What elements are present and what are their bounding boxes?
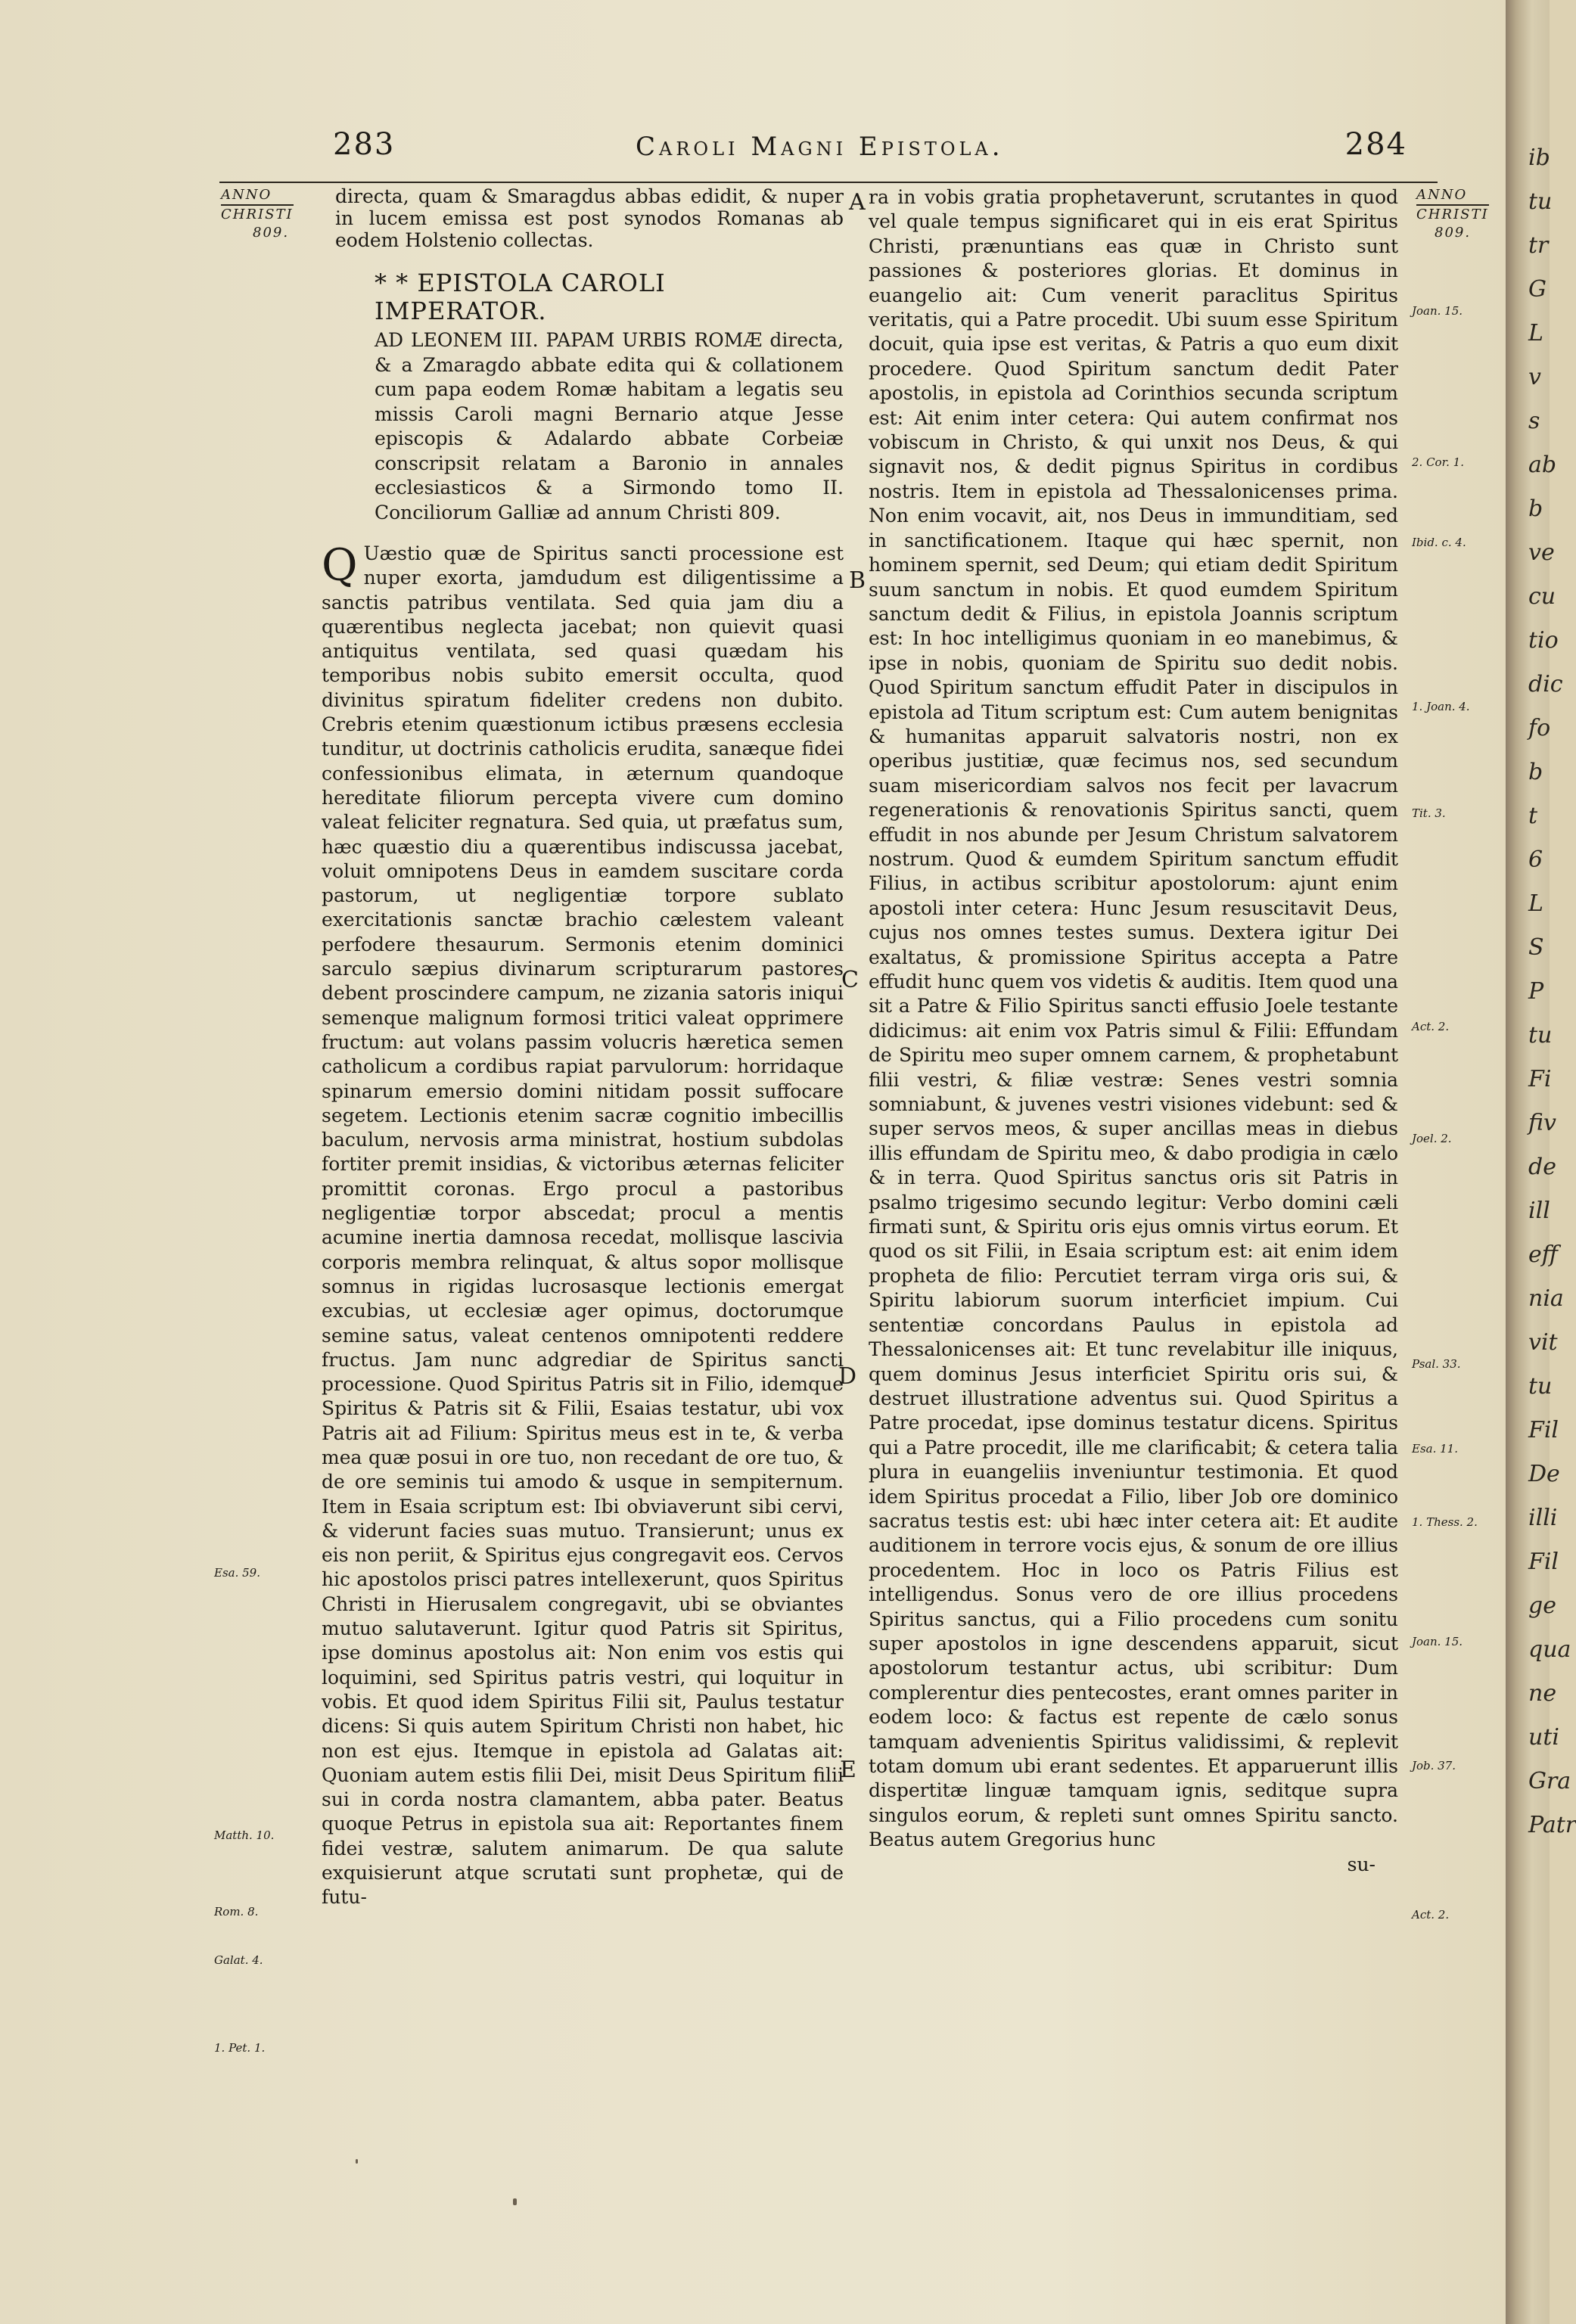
ink-speck — [513, 2198, 517, 2205]
left-column — [322, 185, 844, 1910]
epistle-subtitle: AD LEONEM III. PAPAM URBIS ROMÆ directa, & a Zmaragdo abbate edita qui & collationem cum papa eodem Romæ habitam a legatis seu missis Caroli magni Bernario atque Jesse episcopis & Adalardo abbate Corbeiæ conscripsit relatam a Baronio in annales ecclesiasticos & a Sirmondo tomo II. Conciliorum Galliæ ad annum Christi 809. — [375, 329, 844, 524]
edge-fragment: L — [1528, 320, 1543, 346]
edge-fragment: tu — [1528, 1373, 1553, 1400]
edge-fragment: Gra — [1528, 1768, 1571, 1794]
edge-fragment: ne — [1528, 1680, 1557, 1707]
body-text: ra in vobis gratia prophetaverunt, scrutantes in quod vel quale tempus significaret qui in eis erat Spiritus Christi, prænuntians eas quæ in Christo sunt passiones & posteriores glorias. Et dominus in euangelio ait: Cum venerit paraclitus Spiritus veritatis, qui a Patre procedit. Ubi suum esse Spiritum docuit, quia ipse est veritas, & Patris a quo eum dixit procedere. Quod Spiritum sanctum dedit Pater apostolis, in epistola ad Corinthios secunda scriptum est: Ait enim inter cetera: Qui autem confirmat nos vobiscum in Christo, & qui unxit nos Deus, & qui signavit nos, & dedit pignus Spiritus in cordibus nostris. Item in epistola ad Thessalonicenses prima. Non enim vocavit, ait, nos Deus in immunditiam, sed in sanctificationem. Itaque qui hæc spernit, non hominem spernit, sed Deum; qui etiam dedit Spiritum suum sanctum in nobis. Et quod eumdem Spiritum sanctum dedit & Filius, in epistola Joannis scriptum est: In hoc intelligimus quoniam in eo manebimus, & ipse in nobis, quoniam de Spiritu suo dedit nobis. Quod Spiritum sanctum effudit Pater in discipulos in epistola ad Titum scriptum est: Cum autem benignitas & humanitas apparuit salvatoris nostri, non ex operibus justitiæ, quæ fecimus nos, sed secundum suam misericordiam salvos nos fecit per lavacrum regenerationis & renovationis Spiritus sancti, quem effudit in nos abunde per Jesum Christum salvatorem nostrum. Quod & eumdem Spiritum sanctum effudit Filius, in actibus scribitur apostolorum: ajunt enim apostoli inter cetera: Hunc Jesum resuscitavit Deus, cujus nos omnes testes sumus. Dextera igitur Dei exaltatus, & promissione Spiritus accepta a Patre effudit hunc quem vos videtis & auditis. Item quod una sit a Patre & Filio Spiritus sancti effusio Joele testante didicimus: ait enim vox Patris simul & Filii: Effundam de Spiritu meo super omnem carnem, & prophetabunt filii vestri, & filiæ vestræ: Senes vestri somnia somniabunt, & juvenes vestri visiones videbunt: sed & super servos meos, & super ancillas meas in diebus illis effundam de Spiritu meo, & dabo prodigia in cælo & in terra. Quod Spiritus sanctus oris sit Patris in psalmo trigesimo secundo legitur: Verbo domini cæli firmati sunt, & Spiritu oris ejus omnis virtus eorum. Et quod os sit Filii, in Esaia scriptum est: ait enim idem propheta de filio: Percutiet terram virga oris sui, & Spiritu labiorum suorum interficiet impium. Cui sententiæ concordans Paulus in epistola ad Thessalonicenses ait: Et tunc revelabitur ille iniquus, quem dominus Jesus interficiet Spiritu oris sui, & destruet illustratione adventus sui. Quod Spiritus a Patre procedat, ipse dominus testatur dicens. Spiritus qui a Patre procedit, ille me clarificabit; & cetera talia plura in euangeliis inveniuntur testimonia. Et quod idem Spiritus procedat a Filio, liber Job ore dominico sacratus testis est: ubi hæc inter cetera ait: Et audite auditionem in terrore vocis ejus, & sonum de ore illius procedentem. Hoc in loco os Patris Filius est intelligendus. Sonus vero de ore illius procedens Spiritus sanctus, qui a Filio procedens cum sonitu super apostolos in igne descendens apparuit, sicut apostolorum testantur actus, ubi scribitur: Dum complerentur dies pentecostes, erant omnes pariter in eodem loco: & factus est repente de cælo sonus tamquam advenientis Spiritus validissimi, & replevit totam domum ubi erant sedentes. Et apparuerunt illis dispertitæ linguæ tamquam ignis, seditque supra singulos eorum, & repleti sunt omnes Spiritu sancto. Beatus autem Gregorius hunc — [869, 186, 1398, 1851]
year-label: CHRISTI — [1416, 204, 1489, 224]
section-letter: C — [841, 967, 859, 993]
year-value: 809. — [1435, 225, 1472, 241]
margin-note: Galat. 4. — [214, 1953, 263, 1967]
edge-fragment: tio — [1528, 627, 1559, 654]
section-letter: A — [849, 189, 866, 216]
catchword: su- — [1347, 1853, 1376, 1875]
year-label: ANNO — [221, 187, 272, 203]
body-text — [322, 539, 844, 1910]
margin-note: Act. 2. — [1412, 1020, 1450, 1033]
section-letter: E — [840, 1757, 856, 1783]
edge-fragment: b — [1528, 759, 1543, 785]
edge-fragment: ill — [1528, 1198, 1550, 1224]
edge-fragment: eff — [1528, 1241, 1559, 1268]
margin-note: 2. Cor. 1. — [1412, 455, 1464, 469]
margin-note: Act. 2. — [1412, 1908, 1450, 1922]
edge-fragment: uti — [1528, 1724, 1559, 1751]
margin-note: Psal. 33. — [1412, 1357, 1461, 1371]
edge-fragment: dic — [1528, 671, 1563, 698]
edge-fragment: De — [1528, 1461, 1560, 1487]
margin-note: Esa. 59. — [214, 1566, 260, 1580]
drop-initial: Q — [322, 539, 358, 591]
year-label: ANNO — [1416, 187, 1468, 203]
margin-note: Joel. 2. — [1412, 1132, 1452, 1145]
edge-fragment: L — [1528, 890, 1543, 917]
edge-fragment: Fi — [1528, 1066, 1552, 1092]
edge-fragment: illi — [1528, 1505, 1558, 1531]
next-page-edge — [1528, 136, 1576, 2179]
section-letter: D — [838, 1363, 857, 1390]
margin-note: Matth. 10. — [214, 1828, 275, 1842]
edge-fragment: S — [1528, 934, 1544, 961]
edge-fragment: tu — [1528, 188, 1553, 215]
edge-fragment: ib — [1528, 144, 1550, 171]
edge-fragment: Fil — [1528, 1549, 1559, 1575]
edge-fragment: tu — [1528, 1022, 1553, 1049]
running-title: Caroli Magni Epistola. — [636, 132, 1004, 162]
intro-text: directa, quam & Smaragdus abbas edidit, & nuper in lucem emissa est post synodos Romanas ab eodem Holstenio collectas. — [335, 185, 844, 251]
margin-note: Joan. 15. — [1412, 304, 1463, 318]
edge-fragment: t — [1528, 803, 1538, 829]
edge-fragment: vit — [1528, 1329, 1558, 1356]
margin-note: Tit. 3. — [1412, 806, 1446, 820]
edge-fragment: fiv — [1528, 1110, 1556, 1136]
margin-note: Rom. 8. — [214, 1905, 259, 1919]
edge-fragment: b — [1528, 496, 1543, 522]
year-value: 809. — [253, 225, 290, 241]
year-label: CHRISTI — [221, 204, 294, 224]
edge-fragment: fo — [1528, 715, 1551, 741]
header-rule — [219, 182, 1438, 183]
edge-fragment: qua — [1528, 1636, 1571, 1663]
edge-fragment: ab — [1528, 452, 1557, 478]
edge-fragment: tr — [1528, 232, 1549, 259]
edge-fragment: 6 — [1528, 847, 1543, 873]
epistle-title: * * EPISTOLA CAROLI IMPERATOR. — [375, 269, 666, 325]
edge-fragment: nia — [1528, 1285, 1564, 1312]
edge-fragment: cu — [1528, 583, 1556, 610]
year-marker-right — [1416, 186, 1489, 242]
page-header — [333, 127, 1407, 180]
margin-note: Job. 37. — [1412, 1759, 1456, 1773]
margin-note: Joan. 15. — [1412, 1635, 1463, 1648]
right-column — [869, 185, 1398, 1877]
edge-fragment: G — [1528, 276, 1546, 303]
margin-note: Ibid. c. 4. — [1412, 536, 1466, 549]
margin-note: 1. Joan. 4. — [1412, 700, 1470, 713]
margin-note: 1. Pet. 1. — [214, 2041, 266, 2055]
page-number-left: 283 — [333, 127, 396, 162]
page-number-right: 284 — [1344, 127, 1407, 162]
ink-speck — [356, 2159, 358, 2164]
edge-fragment: v — [1528, 364, 1541, 390]
edge-fragment: Fil — [1528, 1417, 1559, 1443]
paragraph: Uæstio quæ de Spiritus sancti processione est nuper exorta, jamdudum est diligentissime a sanctis patribus ventilata. Sed quia jam diu a quærentibus neglecta jacebat; non quievit quasi antiquitus ventilata, sed quasi quædam his temporibus nobis subito emersit occulta, quod divinitus spiratum fideliter credens non dubito. Crebris etenim quæstionum ictibus præsens ecclesia tunditur, ut doctrinis catholicis erudita, sanæque fidei confessionibus elimata, in æternum quandoque hereditate filiorum percepta vivere cum domino valeat feliciter regnatura. Sed quia, ut præfatus sum, hæc quæstio diu a quærentibus indiscussa jacebat, voluit omnipotens Deus in eamdem suscitare corda pastorum, ut negligentiæ torpore sublato exercitationis sanctæ brachio cælestem valeant perfodere thesaurum. Sermonis etenim dominici sarculo sæpius divinarum scripturarum pastores debent proscindere campum, ne zizania satoris iniqui semenque malignum formosi tritici valeat opprimere fructum: aut volans passim volucris hæretica semen catholicum a cordibus rapiat parvulorum: horridaque spinarum emersio domini nitidam possit suffocare segetem. Lectionis etenim sacræ cognitio imbecillis baculum, nervosis arma ministrat, hostium subdolas fortiter premit insidias, & victoribus æternas feliciter promittit coronas. Ergo procul a pastoribus negligentiæ torpor abscedat; procul a mentis acumine inertia damnosa recedat, mollisque lascivia corporis membra relinquat, & altus sopor mollisque somnus in rigidas lucrosasque lectionis emergat excubias, ut ecclesiæ ager opimus, doctorumque semine satus, valeat centenos omnipotenti reddere fructus. Jam nunc adgrediar de Spiritus sancti processione. Quod Spiritus Patris sit in Filio, idemque Spiritus & Patris sit & Filii, Esaias testatur, ubi vox Patris ait ad Filium: Spiritus meus est in te, & verba mea quæ posui in ore tuo, non recedant de ore tuo, & de ore seminis tui amodo & usque in sempiternum. Item in Esaia scriptum est: Ibi obviaverunt sibi cervi, & viderunt facies suas mutuo. Transierunt; unus ex eis non periit, & Spiritus ejus congregavit eos. Cervos hic apostolos prisci patres intellexerunt, quos Spiritus Christi in Hierusalem congregavit, ubi se obviantes mutuo salutaverunt. Igitur quod Patris sit Spiritus, ipse dominus apostolus ait: Non enim vos estis qui loquimini, sed Spiritus patris vestri, qui loquitur in vobis. Et quod idem Spiritus Filii sit, Paulus testatur dicens: Si quis autem Spiritum Christi non habet, hic non est ejus. Itemque in epistola ad Galatas ait: Quoniam autem estis filii Dei, misit Deus Spiritum filii sui in corda nostra clamantem, abba pater. Beatus quoque Petrus in epistola sua ait: Reportantes finem fidei vestræ, salutem animarum. De qua salute exquisierunt atque scrutati sunt prophetæ, qui de futu- — [322, 542, 844, 1909]
section-letter: B — [849, 567, 866, 594]
margin-note: 1. Thess. 2. — [1412, 1515, 1478, 1529]
edge-fragment: de — [1528, 1154, 1556, 1180]
edge-fragment: P — [1528, 978, 1544, 1005]
edge-fragment: ve — [1528, 539, 1555, 566]
edge-fragment: Patr — [1528, 1812, 1576, 1838]
edge-fragment: ge — [1528, 1592, 1556, 1619]
year-marker-left — [221, 186, 294, 242]
edge-fragment: s — [1528, 408, 1540, 434]
margin-note: Esa. 11. — [1412, 1442, 1458, 1456]
